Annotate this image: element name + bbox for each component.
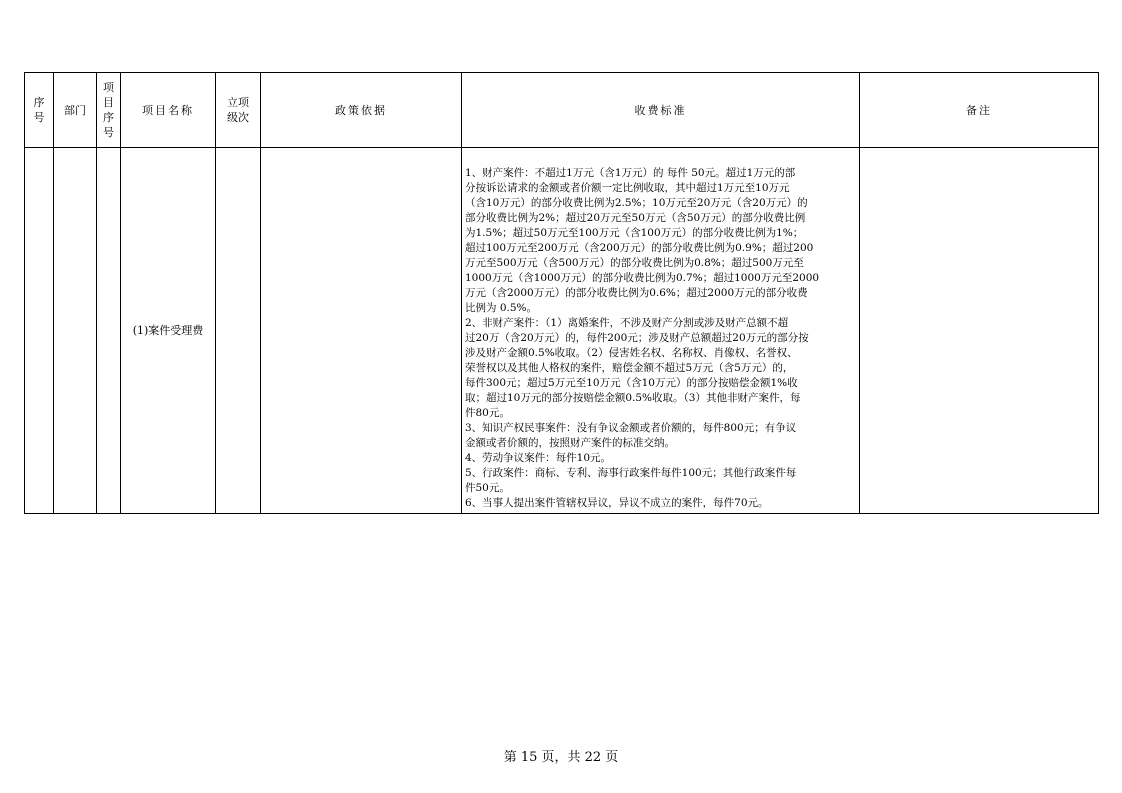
cell-fee-standard [462, 148, 860, 514]
cell-item-name: (1)案件受理费 [121, 148, 216, 514]
cell-level [216, 148, 261, 514]
header-policy: 政策依据 [261, 73, 462, 148]
fee-standard-line: 超过100万元至200万元（含200万元）的部分收费比例为0.9%；超过200 [465, 242, 814, 254]
fee-standard-line: 2、非财产案件：（1）离婚案件，不涉及财产分割或涉及财产总额不超 [465, 317, 789, 329]
fee-standard-line: 6、当事人提出案件管辖权异议，异议不成立的案件，每件70元。 [465, 497, 769, 509]
fee-standard-line: 1000万元（含1000万元）的部分收费比例为0.7%；超过1000万元至2000 [465, 272, 820, 284]
fee-standard-line: 3、知识产权民事案件：没有争议金额或者价额的，每件800元；有争议 [465, 422, 797, 434]
fee-standard-line: 1、财产案件：不超过1万元（含1万元）的 每件 50元。超过1万元的部 [465, 167, 796, 179]
header-dept: 部门 [54, 73, 97, 148]
fee-standard-line: 部分收费比例为2%；超过20万元至50万元（含50万元）的部分收费比例 [465, 212, 806, 224]
fee-standard-line: 4、劳动争议案件：每件10元。 [465, 452, 612, 464]
cell-remark [860, 148, 1099, 514]
fee-standard-line: 金额或者价额的，按照财产案件的标准交纳。 [465, 437, 675, 449]
fee-standard-line: 万元至500万元（含500万元）的部分收费比例为0.8%；超过500万元至 [465, 257, 804, 269]
header-seq: 序号 [25, 73, 54, 148]
fee-table [24, 72, 1099, 514]
table-row [25, 148, 1099, 514]
header-item-seq: 项目序号 [97, 73, 121, 148]
cell-item-seq [97, 148, 121, 514]
header-remark: 备注 [860, 73, 1099, 148]
header-level: 立项级次 [216, 73, 261, 148]
fee-standard-line: 件50元。 [465, 482, 510, 494]
fee-standard-line: 取；超过10万元的部分按赔偿金额0.5%收取。（3）其他非财产案件，每 [465, 392, 801, 404]
fee-standard-line: 比例为 0.5%。 [465, 302, 538, 314]
header-row [25, 73, 1099, 148]
fee-standard-line: 每件300元；超过5万元至10万元（含10万元）的部分按赔偿金额1%收 [465, 377, 798, 389]
cell-policy [261, 148, 462, 514]
page-footer: 第 15 页，共 22 页 [503, 750, 619, 765]
fee-standard-line: 为1.5%；超过50万元至100万元（含100万元）的部分收费比例为1%； [465, 227, 804, 239]
fee-standard-line: 荣誉权以及其他人格权的案件，赔偿金额不超过5万元（含5万元）的， [465, 362, 794, 374]
fee-standard-line: 涉及财产金额0.5%收取。（2）侵害姓名权、名称权、肖像权、名誉权、 [465, 347, 798, 359]
fee-standard-line: 件80元。 [465, 407, 510, 419]
fee-standard-line: （含10万元）的部分收费比例为2.5%；10万元至20万元（含20万元）的 [465, 197, 808, 209]
fee-standard-line: 分按诉讼请求的金额或者价额一定比例收取，其中超过1万元至10万元 [465, 182, 790, 194]
cell-dept [54, 148, 97, 514]
fee-standard-line: 5、行政案件：商标、专利、海事行政案件每件100元；其他行政案件每 [465, 467, 797, 479]
fee-standard-line: 万元（含2000万元）的部分收费比例为0.6%；超过2000万元的部分收费 [465, 287, 808, 299]
fee-standard-text [465, 166, 856, 511]
header-item-name: 项目名称 [121, 73, 216, 148]
fee-standard-line: 过20万（含20万元）的，每件200元；涉及财产总额超过20万元的部分按 [465, 332, 809, 344]
cell-seq [25, 148, 54, 514]
header-standard: 收费标准 [462, 73, 860, 148]
